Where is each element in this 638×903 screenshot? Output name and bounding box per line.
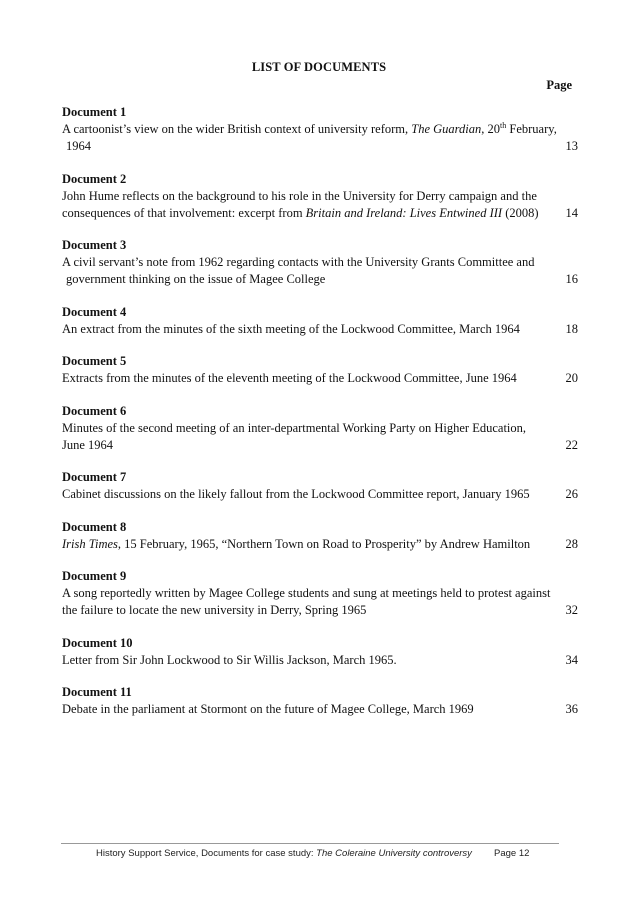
document-entry [62, 469, 578, 503]
document-entry [62, 304, 578, 338]
description-text: Extracts from the minutes of the eleventh meeting of the Lockwood Committee, June 1964 [62, 371, 517, 385]
document-heading: Document 1 [62, 105, 127, 119]
description-text: February, [506, 122, 557, 136]
document-row [62, 271, 578, 288]
description-text: Cabinet discussions on the likely fallout from the Lockwood Committee report, January 1965 [62, 487, 530, 501]
document-heading: Document 9 [62, 569, 127, 583]
document-row [62, 652, 578, 669]
page-number: 26 [565, 487, 578, 501]
page-number: 34 [565, 652, 578, 667]
footer-divider [61, 843, 559, 844]
description-text: 1964 [66, 139, 91, 153]
page-number: 14 [565, 205, 578, 220]
page-column-heading: Page [546, 78, 572, 92]
page-number: 16 [565, 272, 578, 286]
document-heading: Document 4 [62, 304, 127, 319]
description-text: , 20 [481, 122, 501, 136]
description-text: June 1964 [62, 437, 114, 452]
description-text: consequences of that involvement: excerpt from [62, 205, 306, 220]
publication-title: Britain and Ireland: Lives Entwined III [305, 205, 503, 220]
document-entry [62, 635, 578, 669]
document-row [62, 602, 578, 619]
page-number: 22 [565, 437, 578, 452]
document-entry [62, 684, 578, 718]
document-description-line [62, 205, 558, 222]
description-text: Letter from Sir John Lockwood to Sir Willis Jackson, March 1965. [62, 652, 397, 667]
description-text: John Hume reflects on the background to his role in the University for Derry campaign and the [62, 188, 537, 203]
document-entry [62, 353, 578, 387]
document-entry [62, 519, 578, 553]
document-row [62, 205, 578, 222]
document-description-line [62, 121, 578, 138]
document-heading: Document 8 [62, 519, 127, 534]
description-text: government thinking on the issue of Magee College [66, 272, 326, 286]
description-text: A cartoonist’s view on the wider British context of university reform, [62, 122, 412, 136]
document-description-line [62, 536, 558, 553]
document-row [62, 370, 578, 387]
document-entry [62, 171, 578, 222]
description-text: A song reportedly written by Magee College students and sung at meetings held to protest against [62, 586, 551, 600]
document-heading: Document 3 [62, 238, 127, 252]
document-row [62, 321, 578, 338]
page-number: 28 [565, 536, 578, 551]
document-row [62, 437, 578, 454]
description-text: Debate in the parliament at Stormont on the future of Magee College, March 1969 [62, 702, 474, 716]
publication-title: Irish Times [62, 536, 118, 551]
footer-text [96, 848, 472, 859]
document-heading: Document 11 [62, 685, 132, 699]
document-entry [62, 104, 578, 155]
footer-source: History Support Service, Documents for case study: [96, 848, 317, 859]
ordinal-suffix: th [500, 120, 507, 130]
document-heading: Document 10 [62, 635, 133, 650]
footer-case-study-title: The Coleraine University controversy [316, 848, 472, 859]
description-text: An extract from the minutes of the sixth meeting of the Lockwood Committee, March 1964 [62, 321, 520, 336]
page-number: 20 [565, 371, 578, 385]
description-text: , 15 February, 1965, “Northern Town on Road to Prosperity” by Andrew Hamilton [117, 536, 531, 551]
publication-title: The Guardian [411, 122, 482, 136]
document-list [62, 104, 578, 734]
document-heading: Document 7 [62, 470, 127, 484]
description-text: A civil servant’s note from 1962 regarding contacts with the University Grants Committee and [62, 255, 535, 269]
page-title: LIST OF DOCUMENTS [251, 60, 387, 74]
document-row [62, 486, 578, 503]
document-row [62, 138, 578, 155]
document-row [62, 536, 578, 553]
description-text: Minutes of the second meeting of an inter-departmental Working Party on Higher Education, [62, 420, 527, 435]
document-heading: Document 2 [62, 171, 127, 186]
document-row [62, 701, 578, 718]
page-number: 13 [565, 139, 578, 153]
document-heading: Document 6 [62, 403, 127, 418]
footer-page-number: Page 12 [494, 848, 530, 859]
description-text: (2008) [502, 205, 539, 220]
document-entry [62, 568, 578, 619]
description-text: the failure to locate the new university in Derry, Spring 1965 [62, 603, 367, 617]
document-heading: Document 5 [62, 354, 127, 368]
document-entry [62, 237, 578, 288]
page-number: 32 [565, 603, 578, 617]
document-entry [62, 403, 578, 454]
page-number: 36 [565, 702, 578, 716]
page-number: 18 [565, 321, 578, 336]
